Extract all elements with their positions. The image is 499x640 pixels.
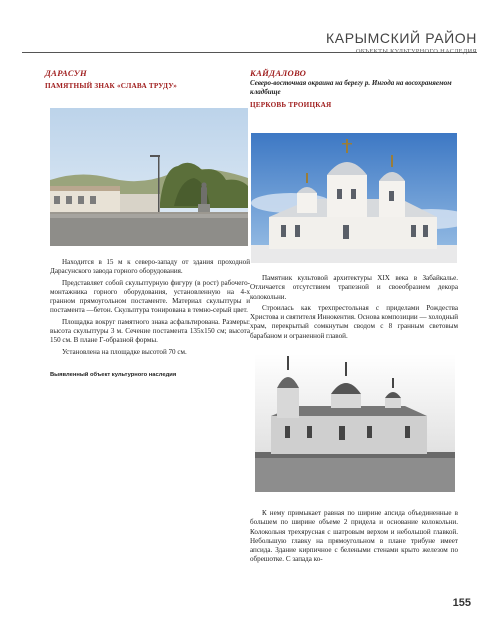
right-column [250,68,458,110]
monument-paragraph: Площадка вокруг памятного знака асфальтирована. Размеры: высота скульптуры 3 м. Сечение постамента 135х150 см; высота 150 см. В плане Г-образной формы. [50,317,250,345]
place-name-darasun: ДАРАСУН [45,68,87,78]
region-title: КАРЫМСКИЙ РАЙОН [326,30,477,46]
church-color-image [251,133,457,263]
church-bw-image [255,354,455,492]
church-text-b [250,509,458,565]
church-title: ЦЕРКОВЬ ТРОИЦКАЯ [250,101,332,109]
heritage-status-note: Выявленный объект культурного наследия [50,371,177,378]
church-bw-photo [255,354,455,492]
church-text-a [250,274,458,341]
church-paragraph: Строилась как трехпрестольная с приделами Рождества Христова и святителя Иннокентия. Основа композиции — холодный храм, перекрытый сомкнутым сводом с 8 гранным световым барабаном и ограненной главой. [250,303,458,340]
monument-paragraph: Установлена на площадке высотой 70 см. [62,347,187,356]
left-column [45,68,259,91]
monument-photo [50,108,248,246]
monument-photo-image [50,108,248,246]
monument-paragraph: Находится в 15 м к северо-западу от здания проходной Дарасунского завода горного оборудования. [50,258,250,276]
church-color-photo [251,133,457,263]
church-paragraph: К нему примыкает равная по ширине апсида объединенные в большем по ширине объеме 2 придела и основание колокольни. Колокольня трехярусная с шатровым верхом и небольшой главкой. Небольшую главку на прямоугольном в плане трибуне имеет апсида. Здание кирпичное с белеными стенами крыто железом по обрешотке. С запада ко- [250,509,458,564]
place-name-kaidalovo: КАЙДАЛОВО [250,68,307,78]
header-divider [22,52,477,53]
monument-title: ПАМЯТНЫЙ ЗНАК «СЛАВА ТРУДУ» [45,82,178,90]
church-paragraph: Памятник культовой архитектуры XIX века в Забайкалье. Отличается отсутствием трапезной и своеобразием декора колокольни. [250,274,458,301]
location-description: Северо-восточная окраина на берегу р. Ингода на восохраняемом кладбище [250,79,452,96]
monument-paragraph: Представляет собой скульптурную фигуру (в рост) рабочего-монтажника горного оборудования, установленную на 4-х гранном прямоугольном постаменте. Материал скульптуры и постамента —бетон. Скульптура тонирована в темно-серый цвет. [50,278,250,315]
monument-text [50,258,250,378]
page-number: 155 [452,597,471,609]
